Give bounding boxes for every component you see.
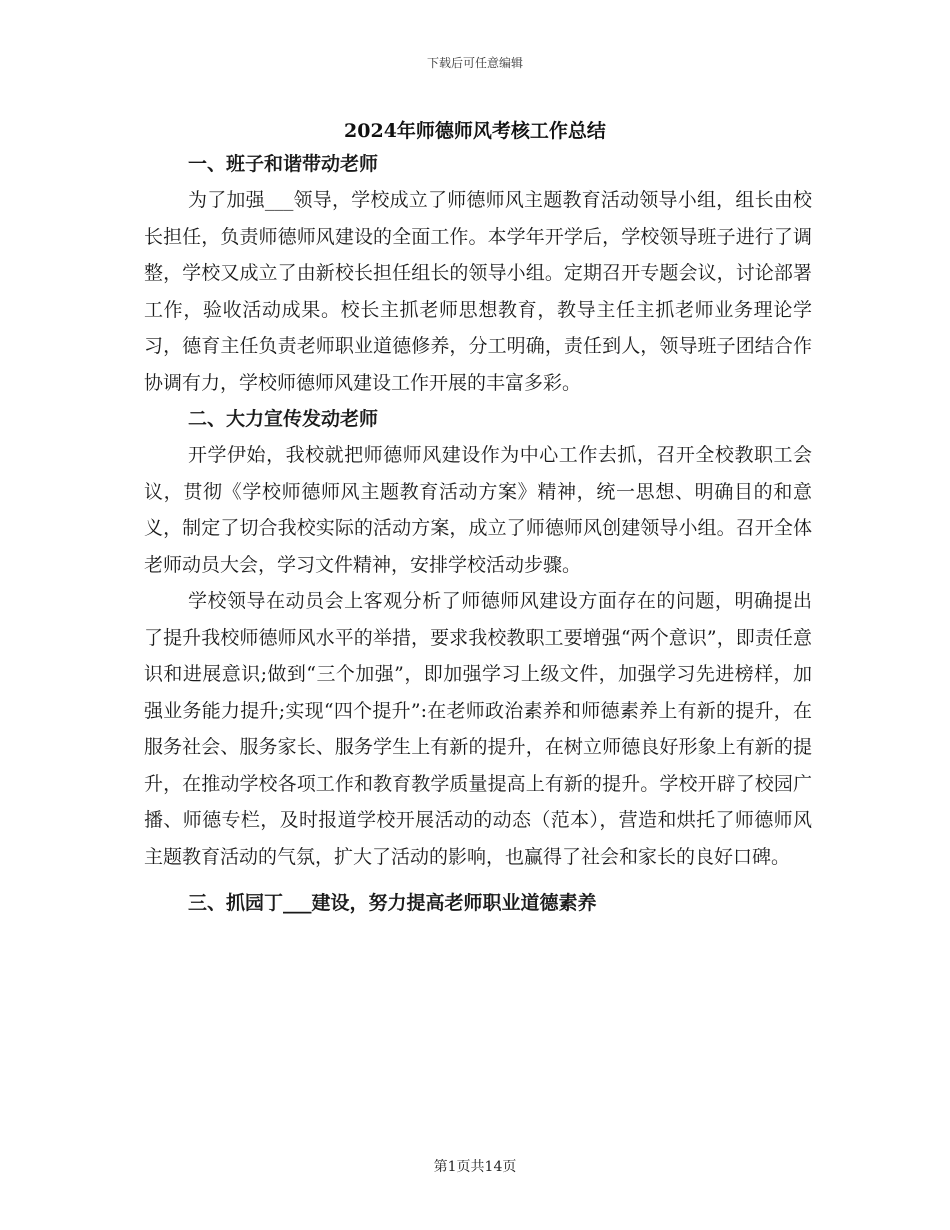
page-footer: 第1页共14页 — [433, 1159, 517, 1175]
section-spacer — [144, 875, 812, 885]
header-note: 下载后可任意编辑 — [426, 56, 523, 70]
document-body — [144, 146, 812, 921]
paragraph: 为了加强___领导，学校成立了师德师风主题教育活动领导小组，组长由校长担任，负责师德师风建设的全面工作。本学年开学后，学校领导班子进行了调整，学校又成立了由新校长担任组长的领导小组。定期召开专题会议，讨论部署工作，验收活动成果。校长主抓老师思想教育，教导主任主抓老师业务理论学习，德育主任负责老师职业道德修养，分工明确，责任到人，领导班子团结合作协调有力，学校师德师风建设工作开展的丰富多彩。 — [144, 189, 812, 394]
section-heading: 一、班子和谐带动老师 — [188, 153, 379, 175]
section-heading: 二、大力宣传发动老师 — [188, 408, 379, 430]
paragraph: 学校领导在动员会上客观分析了师德师风建设方面存在的问题，明确提出了提升我校师德师风水平的举措，要求我校教职工要增强“两个意识”，即责任意识和进展意识;做到“三个加强”，即加强学习上级文件，加强学习先进榜样，加强业务能力提升;实现“四个提升”:在老师政治素养和师德素养上有新的提升，在服务社会、服务家长、服务学生上有新的提升，在树立师德良好形象上有新的提升，在推动学校各项工作和教育教学质量提高上有新的提升。学校开辟了校园广播、师德专栏，及时报道学校开展活动的动态（范本），营造和烘托了师德师风主题教育活动的气氛，扩大了活动的影响，也赢得了社会和家长的良好口碑。 — [144, 590, 812, 868]
section-heading: 三、抓园丁___建设，努力提高老师职业道德素养 — [188, 892, 597, 914]
section-2 — [144, 401, 812, 875]
section-1 — [144, 146, 812, 401]
section-3 — [144, 885, 812, 921]
paragraph: 开学伊始，我校就把师德师风建设作为中心工作去抓，召开全校教职工会议，贯彻《学校师德师风主题教育活动方案》精神，统一思想、明确目的和意义，制定了切合我校实际的活动方案，成立了师德师风创建领导小组。召开全体老师动员大会，学习文件精神，安排学校活动步骤。 — [144, 444, 812, 576]
document-title: 2024年师德师风考核工作总结 — [344, 120, 606, 142]
